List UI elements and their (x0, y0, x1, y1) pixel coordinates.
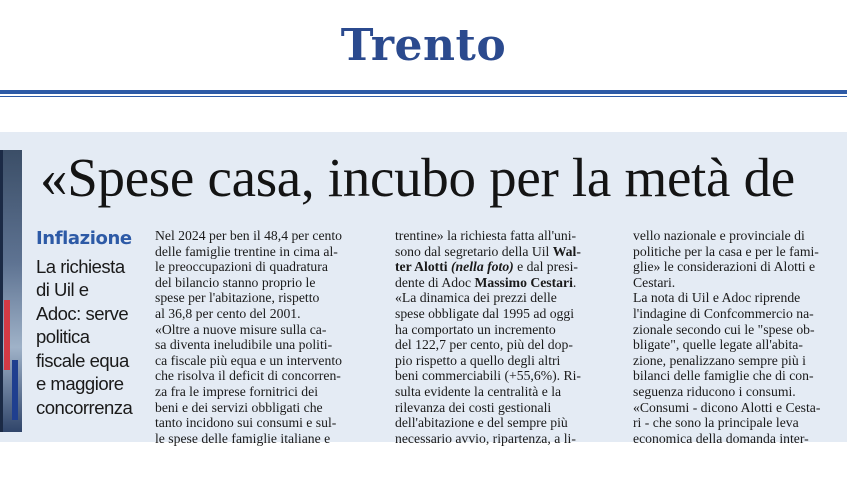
text-line: rilevanza dei costi gestionali (395, 399, 552, 415)
text-line: bilanci delle famiglie che di con- (633, 368, 814, 384)
text-line: vello nazionale e provinciale di (633, 228, 805, 243)
text-run: . (572, 274, 577, 290)
page-header (0, 0, 847, 98)
text-line: dell'abitazione e del sempre più (395, 415, 568, 431)
subhead-line: di Uil e (36, 279, 89, 301)
text-line: La nota di Uil e Adoc riprende (633, 290, 801, 306)
text-line: beni commerciabili (+55,6%). Ri- (395, 368, 581, 384)
text-line: ri - che sono la principale leva (633, 415, 799, 431)
text-line: «La dinamica dei prezzi delle (395, 290, 557, 306)
text-line: glie» le considerazioni di Alotti e (633, 259, 816, 275)
text-line: «Consumi - dicono Alotti e Cesta- (633, 399, 821, 415)
subhead-line: e maggiore (36, 373, 124, 395)
text-line: tanto incidono sui consumi e sul- (155, 415, 337, 431)
text-line: sa diventa ineludibile una politi- (155, 337, 333, 353)
text-run: e dal presi- (513, 259, 578, 275)
text-line: spese per l'abitazione, rispetto (155, 290, 320, 306)
text-line: del bilancio stanno proprio le (155, 274, 316, 290)
text-line: delle famiglie trentine in cima al- (155, 243, 338, 259)
article-column-2 (395, 228, 617, 446)
text-line: ha comportato un incremento (395, 321, 556, 337)
article-subhead (36, 229, 148, 419)
article-kicker: Inflazione (36, 228, 132, 249)
subhead-line: La richiesta (36, 255, 125, 277)
text-line: «Oltre a nuove misure sulla ca- (155, 321, 327, 337)
text-line: zionale secondo cui le "spese ob- (633, 321, 815, 337)
article-column-1 (155, 228, 377, 446)
subhead-line: politica (36, 326, 90, 348)
text-line: beni e dei servizi obbligati che (155, 399, 323, 415)
text-line: economica della domanda inter- (633, 430, 809, 446)
article-column-3 (633, 228, 847, 446)
subhead-line: Adoc: serve (36, 302, 129, 324)
text-line: spese obbligate dal 1995 ad oggi (395, 305, 575, 321)
section-title: Trento (340, 20, 507, 71)
text-line (395, 259, 617, 275)
text-line: Cestari. (633, 274, 676, 290)
text-line: ca fiscale più equa e un intervento (155, 352, 342, 368)
text-line: zione, penalizzano sempre più i (633, 352, 806, 368)
text-line: necessario avvio, ripartenza, a li- (395, 430, 576, 446)
text-line: seguenza riducono i consumi. (633, 383, 796, 399)
article-headline: «Spese casa, incubo per la metà de (40, 147, 795, 208)
text-line: al 36,8 per cento del 2001. (155, 305, 301, 321)
person-name: Wal- (552, 243, 581, 259)
photo-note: (nella foto) (447, 259, 514, 275)
header-rule (0, 90, 847, 94)
text-run: sono dal segretario della Uil (395, 243, 553, 259)
text-line: l'indagine di Confcommercio na- (633, 305, 814, 321)
text-line (395, 244, 617, 260)
person-name: ter Alotti (395, 259, 448, 275)
subhead-line: fiscale equa (36, 349, 129, 371)
text-line: bligate", quelle legate all'abita- (633, 337, 803, 353)
text-line: pio rispetto a quello degli altri (395, 352, 561, 368)
subhead-line: concorrenza (36, 396, 133, 418)
text-line: che risolva il deficit di concorren- (155, 368, 341, 384)
person-name: Massimo Cestari (474, 274, 573, 290)
text-line: del 122,7 per cento, più del dop- (395, 337, 573, 353)
text-line: le spese delle famiglie italiane e (155, 430, 331, 446)
text-line: politiche per la casa e per le fami- (633, 243, 819, 259)
text-line (395, 275, 617, 291)
text-run: dente di Adoc (395, 274, 475, 290)
text-line: sulta evidente la centralità e la (395, 383, 562, 399)
author-photo (0, 150, 22, 432)
text-line: trentine» la richiesta fatta all'uni- (395, 228, 577, 243)
text-line: Nel 2024 per ben il 48,4 per cento (155, 228, 343, 243)
header-rule-thin (0, 96, 847, 97)
text-line: za fra le imprese fornitrici dei (155, 383, 319, 399)
text-line: le preoccupazioni di quadratura (155, 259, 328, 275)
